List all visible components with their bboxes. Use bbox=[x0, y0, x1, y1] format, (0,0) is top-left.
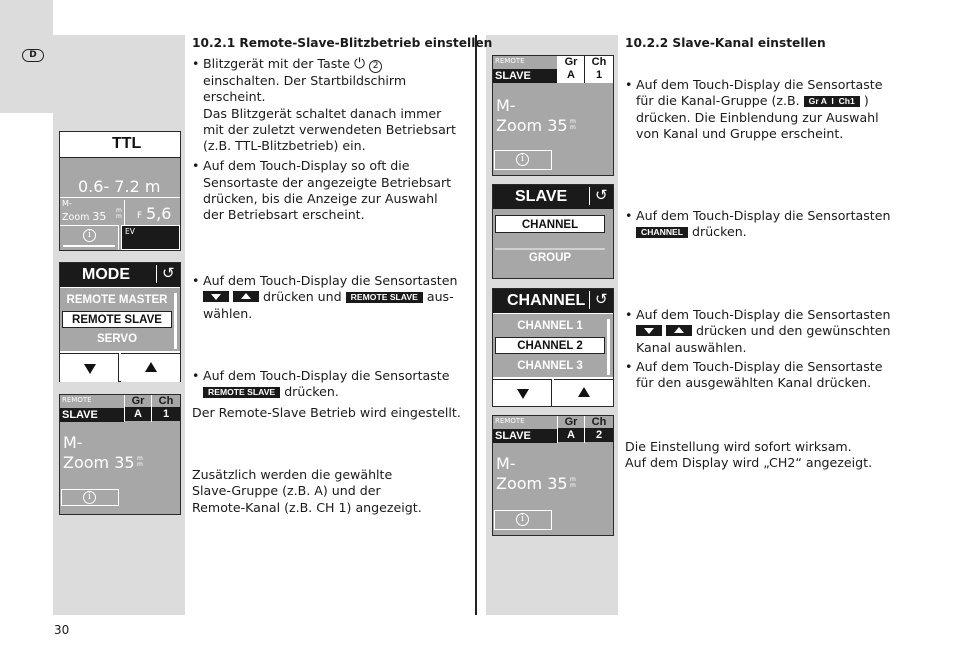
slave-badge: SLAVE bbox=[493, 429, 557, 443]
channel-button[interactable]: Ch 2 bbox=[585, 416, 613, 443]
section-heading-1022: 10.2.2 Slave-Kanal einstellen bbox=[625, 36, 826, 50]
power-icon: ⏻ bbox=[353, 56, 366, 72]
left-steps-3: • Auf dem Touch-Display die Sensortaste REMOTE SLAVE drücken. bbox=[192, 368, 462, 401]
triangle-up-icon bbox=[578, 387, 590, 397]
zoom-m-label: M- bbox=[496, 454, 516, 473]
slave-menu-screen bbox=[492, 184, 614, 279]
info-icon: i bbox=[83, 491, 96, 504]
ev-button[interactable]: EV bbox=[121, 225, 180, 250]
back-icon[interactable]: ↺ bbox=[595, 186, 608, 204]
ttl-info-button[interactable] bbox=[60, 225, 119, 250]
channel-tag: CHANNEL bbox=[636, 227, 688, 238]
left-steps-1: • Blitzgerät mit der Taste ⏻ 2 einschalten. Der Startbildschirm erscheint. Das Blitzgerät schaltet danach immer mit der zuletzt verwendeten Betriebsart (z.B. TTL-Blitzbetrieb) ein. • Auf dem Touch-Display so oft die Sensortaste der angezeigte Betriebsart drücken, bis die Anzeige zur Auswahl der Betriebsart erscheint. bbox=[192, 56, 462, 224]
left-note-text: Zusätzlich werden die gewählte Slave-Gruppe (z.B. A) und der Remote-Kanal (z.B. CH 1) angezeigt. bbox=[192, 467, 422, 515]
channel-item-3[interactable]: CHANNEL 3 bbox=[517, 360, 583, 372]
mode-item-remote-master[interactable]: REMOTE MASTER bbox=[66, 294, 168, 306]
right-steps-3: • Auf dem Touch-Display die Sensortasten drücken und den gewünschten Kanal auswählen. • Auf dem Touch-Display die Sensortaste für den ausgewählten Kanal drücken. bbox=[625, 307, 895, 391]
slave-status-screen-1 bbox=[59, 394, 181, 515]
right-steps-2: • Auf dem Touch-Display die Sensortasten CHANNEL drücken. bbox=[625, 208, 895, 241]
right-display-note: Auf dem Display wird „CH2“ angezeigt. bbox=[625, 455, 873, 470]
right-result-text: Die Einstellung wird sofort wirksam. bbox=[625, 439, 852, 454]
page-number: 30 bbox=[54, 623, 70, 637]
group-button[interactable]: Gr A bbox=[558, 416, 584, 443]
triangle-down-icon bbox=[517, 389, 529, 399]
group-button[interactable]: Gr A bbox=[558, 56, 584, 83]
zoom-readout: Zoom 35 bbox=[496, 116, 568, 135]
arrow-up-key bbox=[233, 291, 259, 302]
zoom-readout: Zoom 35 bbox=[496, 474, 568, 493]
scroll-up-button[interactable] bbox=[121, 353, 180, 382]
back-icon[interactable]: ↺ bbox=[595, 290, 608, 308]
zoom-value: 35 bbox=[92, 210, 107, 223]
mode-menu-screen bbox=[59, 262, 181, 382]
info-icon: i bbox=[516, 153, 529, 166]
channel-item-2[interactable]: CHANNEL 2 bbox=[495, 337, 605, 354]
mode-ttl-label[interactable]: TTL bbox=[112, 135, 142, 152]
slave-badge: SLAVE bbox=[60, 408, 124, 422]
group-channel-tag: Gr A I Ch1 bbox=[804, 96, 860, 107]
back-icon[interactable]: ↺ bbox=[162, 264, 175, 282]
zoom-readout: Zoom 35 bbox=[63, 453, 135, 472]
zoom-label: Zoom bbox=[62, 212, 90, 223]
arrow-down-key bbox=[203, 291, 229, 302]
mode-item-servo[interactable]: SERVO bbox=[96, 333, 138, 345]
zoom-m-label: M- bbox=[63, 433, 83, 452]
scroll-up-button[interactable] bbox=[554, 379, 613, 406]
zoom-unit: m m bbox=[570, 118, 576, 131]
slave-badge: SLAVE bbox=[493, 69, 557, 83]
remote-slave-tag: REMOTE SLAVE bbox=[346, 292, 423, 303]
menu-item-channel[interactable]: CHANNEL bbox=[495, 215, 605, 233]
slave-status-screen-2 bbox=[492, 55, 614, 176]
triangle-up-icon bbox=[145, 362, 157, 372]
group-button[interactable]: Gr A bbox=[125, 395, 151, 422]
channel-button[interactable]: Ch 1 bbox=[585, 56, 613, 83]
info-button[interactable] bbox=[61, 489, 119, 506]
mode-item-remote-slave[interactable]: REMOTE SLAVE bbox=[62, 311, 172, 328]
triangle-down-icon bbox=[84, 364, 96, 374]
remote-label: REMOTE bbox=[495, 417, 525, 425]
channel-menu-screen bbox=[492, 288, 614, 407]
range-readout: 0.6- 7.2 m bbox=[78, 177, 161, 196]
info-button[interactable] bbox=[494, 150, 552, 170]
remote-label: REMOTE bbox=[495, 57, 525, 65]
menu-item-group[interactable]: GROUP bbox=[495, 248, 605, 264]
channel-item-1[interactable]: CHANNEL 1 bbox=[517, 320, 583, 332]
step-number-2: 2 bbox=[369, 60, 382, 73]
zoom-m-label: M- bbox=[62, 199, 72, 208]
scroll-down-button[interactable] bbox=[493, 379, 552, 406]
section-heading-1021: 10.2.1 Remote-Slave-Blitzbetrieb einstellen bbox=[192, 36, 493, 50]
zoom-m-label: M- bbox=[496, 96, 516, 115]
zoom-unit: m m bbox=[570, 476, 576, 489]
left-steps-2: • Auf dem Touch-Display die Sensortasten drücken und REMOTE SLAVE aus-wählen. bbox=[192, 273, 462, 322]
zoom-unit: m m bbox=[137, 455, 143, 468]
scroll-down-button[interactable] bbox=[60, 353, 119, 382]
mode-title: MODE bbox=[82, 266, 130, 283]
language-badge: D bbox=[22, 49, 44, 62]
info-icon: i bbox=[83, 229, 96, 242]
slave-title: SLAVE bbox=[515, 188, 568, 205]
arrow-up-key bbox=[666, 325, 692, 336]
column-divider bbox=[475, 35, 477, 615]
zoom-unit: m m bbox=[116, 207, 122, 220]
remote-slave-tag: REMOTE SLAVE bbox=[203, 387, 280, 398]
left-result-text: Der Remote-Slave Betrieb wird eingestellt. bbox=[192, 405, 461, 420]
remote-label: REMOTE bbox=[62, 396, 92, 404]
ttl-screen bbox=[59, 131, 181, 251]
right-steps-1: • Auf dem Touch-Display die Sensortaste für die Kanal-Gruppe (z.B. Gr A I Ch1 ) drücken. Die Einblendung zur Auswahl von Kanal und Gruppe erscheint. bbox=[625, 77, 895, 142]
aperture-value: 5,6 bbox=[146, 204, 172, 223]
aperture-label: F bbox=[137, 211, 143, 221]
arrow-down-key bbox=[636, 325, 662, 336]
channel-title: CHANNEL bbox=[507, 292, 586, 309]
info-button[interactable] bbox=[494, 510, 552, 530]
channel-button[interactable]: Ch 1 bbox=[152, 395, 180, 422]
slave-status-screen-3 bbox=[492, 415, 614, 536]
info-icon: i bbox=[516, 513, 529, 526]
